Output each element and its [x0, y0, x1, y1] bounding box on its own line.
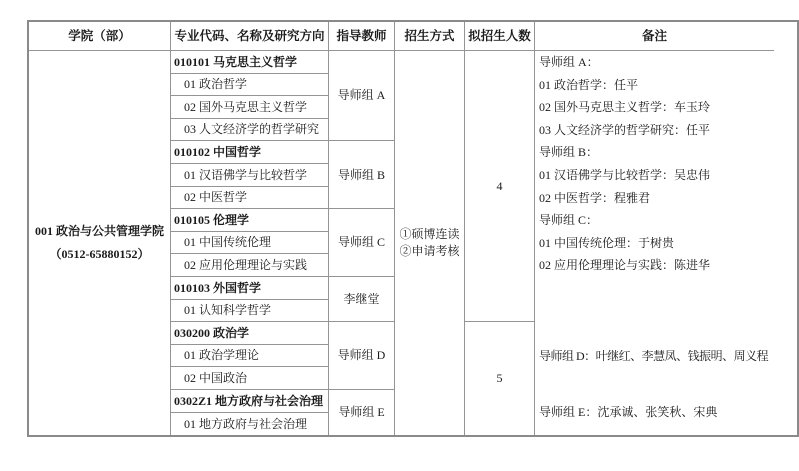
program-row: 01 认知科学哲学	[171, 300, 329, 323]
supervisor-cell-group-e: 导师组 E	[329, 390, 395, 435]
remark-line-group-d: 导师组 D：叶继红、李慧凤、钱振明、周义程	[539, 348, 769, 363]
remark-line-group-e: 导师组 E：沈承诚、张笑秋、宋典	[539, 405, 718, 420]
program-row: 030200 政治学	[171, 322, 329, 345]
remark-line: 02 应用伦理理论与实践：陈进华	[539, 258, 711, 273]
remark-line: 02 国外马克思主义哲学：车玉玲	[539, 100, 711, 115]
program-row: 02 应用伦理理论与实践	[171, 254, 329, 277]
program-row: 02 中医哲学	[171, 187, 329, 210]
col-header-supervisor: 指导教师	[329, 22, 395, 51]
supervisor-cell-group-c: 导师组 C	[329, 209, 395, 277]
supervisor-cell-group-a: 导师组 A	[329, 51, 395, 141]
college-phone: （0512-65880152）	[49, 247, 150, 262]
college-cell	[29, 51, 171, 435]
college-name: 001 政治与公共管理学院	[34, 224, 164, 239]
program-row: 010101 马克思主义哲学	[171, 51, 329, 74]
remark-line: 导师组 C：	[539, 213, 599, 228]
program-row: 01 汉语佛学与比较哲学	[171, 164, 329, 187]
admissions-table	[27, 20, 799, 437]
program-row: 010105 伦理学	[171, 209, 329, 232]
supervisor-cell-li-jitang: 李继堂	[329, 277, 395, 322]
program-row: 01 中国传统伦理	[171, 232, 329, 255]
program-row: 010103 外国哲学	[171, 277, 329, 300]
admission-method-cell	[395, 51, 465, 435]
program-row: 0302Z1 地方政府与社会治理	[171, 390, 329, 413]
admission-method-line1: ①硕博连读	[399, 226, 460, 241]
program-row: 02 国外马克思主义哲学	[171, 96, 329, 119]
program-row: 02 中国政治	[171, 367, 329, 390]
program-row: 01 政治哲学	[171, 74, 329, 97]
remark-line: 02 中医哲学：程雅君	[539, 190, 651, 205]
enrollment-count-politics: 5	[465, 322, 535, 435]
remark-line: 导师组 B：	[539, 145, 599, 160]
remark-line: 01 中国传统伦理：于树贵	[539, 235, 675, 250]
remark-spacer	[539, 277, 774, 322]
enrollment-count-philosophy: 4	[465, 51, 535, 322]
col-header-program: 专业代码、名称及研究方向	[171, 22, 329, 51]
col-header-admission-method: 招生方式	[395, 22, 465, 51]
col-header-college: 学院（部）	[29, 22, 171, 51]
col-header-remarks: 备注	[535, 22, 774, 51]
remark-line: 01 汉语佛学与比较哲学：吴忠伟	[539, 168, 711, 183]
supervisor-cell-group-b: 导师组 B	[329, 141, 395, 209]
supervisor-cell-group-d: 导师组 D	[329, 322, 395, 390]
remark-line: 导师组 A：	[539, 55, 599, 70]
admission-method-line2: ②申请考核	[399, 244, 460, 259]
program-row: 03 人文经济学的哲学研究	[171, 119, 329, 142]
program-row: 010102 中国哲学	[171, 141, 329, 164]
remarks-cell	[535, 51, 774, 435]
remark-line: 03 人文经济学的哲学研究：任平	[539, 122, 711, 137]
program-row: 01 地方政府与社会治理	[171, 413, 329, 436]
program-row: 01 政治学理论	[171, 345, 329, 368]
col-header-enrollment: 拟招生人数	[465, 22, 535, 51]
remark-line: 01 政治哲学：任平	[539, 77, 639, 92]
